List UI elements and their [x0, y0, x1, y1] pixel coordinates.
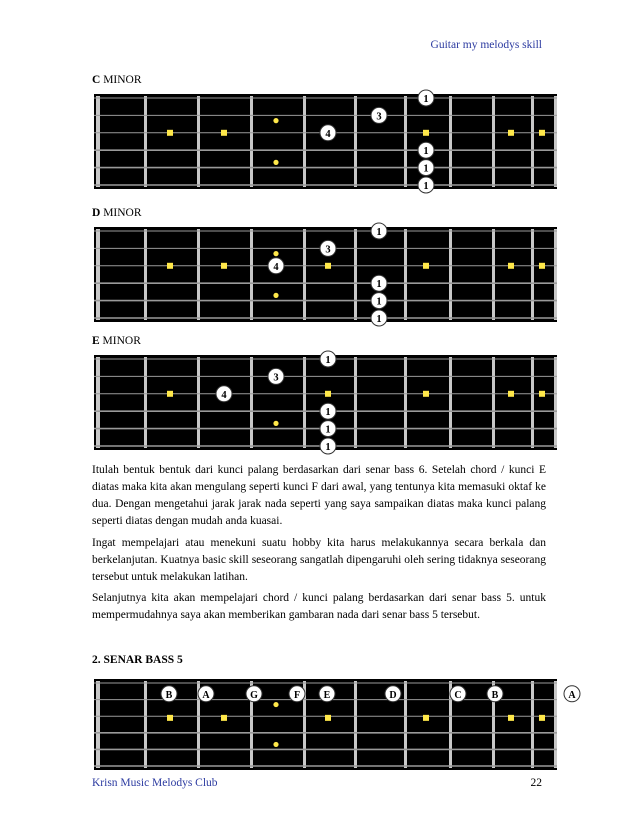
fret-inlay-dot	[539, 130, 545, 136]
finger-marker	[371, 275, 387, 291]
chord-quality: MINOR	[100, 207, 142, 219]
fret-inlay-dot	[167, 715, 173, 721]
fret-wire	[492, 96, 495, 187]
fretboard-bass5-notes	[94, 679, 576, 770]
finger-number: 1	[376, 296, 382, 308]
fret-inlay-dot	[539, 715, 545, 721]
fret-inlay-dot	[273, 421, 278, 426]
finger-marker	[418, 177, 434, 193]
finger-number: 3	[325, 244, 331, 256]
finger-marker	[418, 90, 434, 106]
fret-inlay-dot	[508, 391, 514, 397]
note-marker	[564, 686, 580, 702]
fret-wire	[303, 357, 306, 448]
note-name: A	[568, 689, 576, 701]
chord-quality: MINOR	[100, 74, 142, 86]
fret-wire	[404, 229, 407, 320]
running-header: Guitar my melodys skill	[430, 39, 542, 51]
fret-inlay-dot	[423, 715, 429, 721]
note-name: G	[250, 689, 258, 701]
finger-number: 3	[376, 111, 382, 123]
chord-title-c-minor	[92, 74, 142, 86]
fret-inlay-dot	[273, 118, 278, 123]
finger-number: 1	[325, 424, 331, 436]
fret-inlay-dot	[508, 130, 514, 136]
fret-wire	[449, 357, 452, 448]
note-name: B	[491, 689, 499, 701]
fret-wire	[354, 357, 357, 448]
fret-wire	[354, 681, 357, 768]
finger-number: 4	[221, 389, 227, 401]
finger-number: 1	[325, 442, 331, 453]
note-name: E	[323, 689, 331, 701]
note-marker	[385, 686, 401, 702]
fret-wire	[531, 229, 534, 320]
fret-wire	[144, 681, 147, 768]
fret-inlay-dot	[273, 251, 278, 256]
paragraph-2: Ingat mempelajari atau menekuni suatu hobby kita harus melakukannya secara berkala dan berkelanjutan. Kuatnya basic skill seseorang sangatlah dipengaruhi oleh sering tidaknya seseorang tersebut untuk melakukan latihan.	[92, 537, 546, 583]
chord-title-e-minor	[92, 335, 141, 347]
finger-marker	[268, 258, 284, 274]
finger-number: 1	[423, 94, 429, 105]
fretboard-svg	[94, 94, 557, 192]
fret-wire	[303, 96, 306, 187]
fret-inlay-dot	[508, 263, 514, 269]
note-marker	[319, 686, 335, 702]
finger-number: 1	[423, 163, 429, 175]
finger-marker	[418, 160, 434, 176]
fret-inlay-dot	[423, 263, 429, 269]
finger-marker	[418, 142, 434, 158]
footer-club-name: Krisn Music Melodys Club	[92, 777, 218, 789]
fret-inlay-dot	[325, 391, 331, 397]
fret-wire	[531, 96, 534, 187]
fret-wire	[354, 96, 357, 187]
fretboard-svg	[94, 355, 557, 453]
finger-number: 1	[376, 227, 382, 238]
fret-inlay-dot	[167, 130, 173, 136]
note-marker	[487, 686, 503, 702]
fret-wire	[197, 229, 200, 320]
finger-number: 4	[325, 128, 331, 140]
note-name: A	[202, 689, 210, 701]
fret-wire	[197, 357, 200, 448]
fret-wire	[492, 229, 495, 320]
finger-marker	[371, 310, 387, 326]
finger-number: 1	[423, 181, 429, 192]
note-name: C	[454, 689, 462, 701]
finger-number: 1	[376, 279, 382, 291]
fret-inlay-dot	[325, 263, 331, 269]
finger-marker	[371, 223, 387, 239]
fret-inlay-dot	[273, 702, 278, 707]
fret-inlay-dot	[273, 160, 278, 165]
fret-wire	[250, 96, 253, 187]
fret-wire	[531, 681, 534, 768]
fret-wire	[531, 357, 534, 448]
finger-marker	[320, 351, 336, 367]
finger-number: 1	[423, 146, 429, 158]
fretboard-e-minor	[94, 355, 557, 453]
finger-number: 3	[273, 372, 279, 384]
finger-marker	[216, 386, 232, 402]
note-marker	[450, 686, 466, 702]
nut	[96, 681, 100, 768]
finger-number: 1	[376, 314, 382, 325]
finger-number: 1	[325, 407, 331, 419]
fret-wire	[144, 229, 147, 320]
fret-wire	[492, 357, 495, 448]
note-marker	[246, 686, 262, 702]
finger-marker	[371, 107, 387, 123]
fret-inlay-dot	[221, 715, 227, 721]
fretboard-c-minor	[94, 94, 557, 192]
note-marker	[198, 686, 214, 702]
fret-wire	[404, 96, 407, 187]
chord-title-d-minor	[92, 207, 142, 219]
fret-wire	[197, 96, 200, 187]
fret-inlay-dot	[273, 742, 278, 747]
fret-wire	[144, 357, 147, 448]
fret-inlay-dot	[539, 391, 545, 397]
fret-wire	[404, 681, 407, 768]
finger-marker	[320, 125, 336, 141]
fretboard-svg	[94, 227, 557, 325]
finger-number: 1	[325, 355, 331, 366]
page-number: 22	[530, 777, 542, 789]
fret-inlay-dot	[167, 263, 173, 269]
fret-wire	[303, 229, 306, 320]
finger-marker	[371, 293, 387, 309]
note-marker	[161, 686, 177, 702]
fret-wire	[404, 357, 407, 448]
fret-inlay-dot	[167, 391, 173, 397]
fret-inlay-dot	[423, 391, 429, 397]
fret-inlay-dot	[423, 130, 429, 136]
section-title: 2. SENAR BASS 5	[92, 654, 183, 666]
nut	[96, 96, 100, 187]
finger-number: 4	[273, 261, 279, 273]
note-marker	[289, 686, 305, 702]
fret-wire	[449, 96, 452, 187]
fret-inlay-dot	[508, 715, 514, 721]
fret-wire	[554, 681, 557, 768]
fret-wire	[144, 96, 147, 187]
chord-root: E	[92, 335, 100, 347]
fret-wire	[354, 229, 357, 320]
fretboard-svg	[94, 679, 576, 770]
fret-wire	[250, 229, 253, 320]
chord-quality: MINOR	[99, 335, 141, 347]
note-name: B	[165, 689, 173, 701]
paragraph-1: Itulah bentuk bentuk dari kunci palang berdasarkan dari senar bass 6. Setelah chord / kunci E diatas maka kita akan mengulang seperti kunci F dari awal, yang tentunya kita memasuki oktaf ke dua. Dengan mengetahui jarak jarak nada seperti yang saya sampaikan diatas maka kunci palang seperti diatas dengan mudah anda kuasai.	[92, 464, 546, 527]
fretboard-d-minor	[94, 227, 557, 325]
nut	[96, 229, 100, 320]
finger-marker	[320, 240, 336, 256]
finger-marker	[320, 421, 336, 437]
fret-inlay-dot	[539, 263, 545, 269]
chord-root: D	[92, 207, 101, 219]
fret-inlay-dot	[273, 293, 278, 298]
finger-marker	[320, 438, 336, 454]
fret-inlay-dot	[221, 130, 227, 136]
fret-inlay-dot	[325, 715, 331, 721]
nut	[96, 357, 100, 448]
fret-wire	[250, 357, 253, 448]
finger-marker	[268, 368, 284, 384]
paragraph-3: Selanjutnya kita akan mempelajari chord / kunci palang berdasarkan dari senar bass 5. untuk mempermudahnya saya akan memberikan gambaran nada dari senar bass 5 tersebut.	[92, 592, 546, 621]
fret-wire	[554, 96, 557, 187]
note-name: F	[293, 689, 301, 701]
note-name: D	[389, 689, 397, 701]
fret-wire	[554, 357, 557, 448]
fret-inlay-dot	[221, 263, 227, 269]
chord-root: C	[92, 74, 101, 86]
finger-marker	[320, 403, 336, 419]
fret-wire	[554, 229, 557, 320]
fret-wire	[449, 229, 452, 320]
